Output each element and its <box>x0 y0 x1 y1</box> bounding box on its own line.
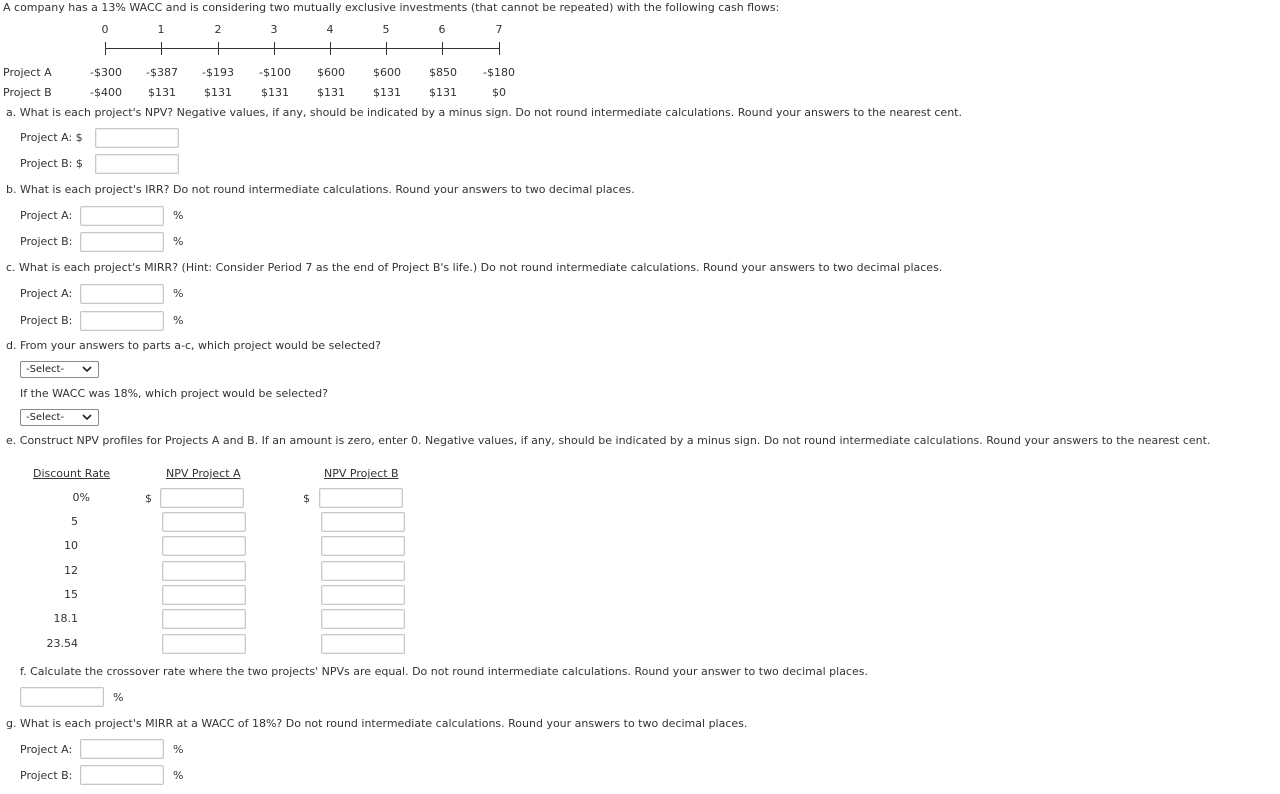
project-b-flow-1: $131 <box>148 86 176 99</box>
npv-a-rate-12-input[interactable] <box>162 561 246 581</box>
percent-sign: % <box>113 691 124 704</box>
period-label-1: 1 <box>157 23 165 36</box>
part-f-question: f. Calculate the crossover rate where the two projects' NPVs are equal. Do not round intermediate calculations. Round your answer to two decimal places. <box>20 665 868 678</box>
project-a-label: Project A <box>3 66 52 79</box>
part-a-question: a. What is each project's NPV? Negative values, if any, should be indicated by a minus sign. Do not round intermediate calculations. Round your answers to the nearest cent. <box>6 106 962 119</box>
project-a-flow-4: $600 <box>317 66 345 79</box>
col-header-npv-b: NPV Project B <box>324 467 399 480</box>
project-a-flow-7: -$180 <box>483 66 515 79</box>
part-a-label-project-a: Project A: $ <box>20 131 83 144</box>
period-label-3: 3 <box>270 23 278 36</box>
chevron-down-icon <box>82 411 92 423</box>
timeline-tick <box>218 42 219 55</box>
timeline-axis <box>105 48 499 49</box>
percent-sign: % <box>173 235 184 248</box>
part-e-question: e. Construct NPV profiles for Projects A and B. If an amount is zero, enter 0. Negative values, if any, should be indicated by a minus sign. Do not round intermediate calculations. Round your answers to the nearest cent. <box>6 434 1211 447</box>
period-label-2: 2 <box>214 23 222 36</box>
currency-sign: $ <box>145 492 152 505</box>
discount-rate-cell: 10 <box>64 539 78 552</box>
col-header-discount-rate: Discount Rate <box>33 467 111 480</box>
part-c-label-project-a: Project A: <box>20 287 73 300</box>
part-g-label-project-a: Project A: <box>20 743 73 756</box>
part-b-label-project-b: Project B: <box>20 235 73 248</box>
period-label-4: 4 <box>326 23 334 36</box>
timeline-tick <box>161 42 162 55</box>
timeline-tick <box>274 42 275 55</box>
irr-project-b-input[interactable] <box>80 232 164 252</box>
timeline-tick <box>330 42 331 55</box>
intro-text: A company has a 13% WACC and is considering two mutually exclusive investments (that cannot be repeated) with the following cash flows: <box>3 1 780 14</box>
project-select-wacc-18[interactable] <box>20 409 99 426</box>
timeline-tick <box>105 42 106 55</box>
npv-b-rate-10-input[interactable] <box>321 536 405 556</box>
timeline-tick <box>442 42 443 55</box>
npv-project-a-input[interactable] <box>95 128 179 148</box>
npv-a-rate-23-54-input[interactable] <box>162 634 246 654</box>
project-b-label: Project B <box>3 86 52 99</box>
part-d-question-2: If the WACC was 18%, which project would be selected? <box>20 387 328 400</box>
npv-b-rate-0-input[interactable] <box>319 488 403 508</box>
project-b-flow-4: $131 <box>317 86 345 99</box>
part-a-label-project-b: Project B: $ <box>20 157 83 170</box>
project-a-flow-1: -$387 <box>146 66 178 79</box>
part-c-question: c. What is each project's MIRR? (Hint: Consider Period 7 as the end of Project B's life.) Do not round intermediate calculations. Round your answers to two decimal places. <box>6 261 943 274</box>
discount-rate-cell: 15 <box>64 588 78 601</box>
part-b-label-project-a: Project A: <box>20 209 73 222</box>
select-value: -Select- <box>26 364 65 375</box>
part-g-question: g. What is each project's MIRR at a WACC of 18%? Do not round intermediate calculations. Round your answers to two decimal places. <box>6 717 748 730</box>
irr-project-a-input[interactable] <box>80 206 164 226</box>
percent-sign: % <box>173 209 184 222</box>
period-label-5: 5 <box>382 23 390 36</box>
project-b-flow-7: $0 <box>492 86 506 99</box>
project-a-flow-3: -$100 <box>259 66 291 79</box>
project-a-flow-2: -$193 <box>202 66 234 79</box>
project-b-flow-3: $131 <box>261 86 289 99</box>
part-d-question: d. From your answers to parts a-c, which project would be selected? <box>6 339 381 352</box>
project-select-wacc-13[interactable] <box>20 361 99 378</box>
timeline-tick <box>386 42 387 55</box>
select-value: -Select- <box>26 412 65 423</box>
project-b-flow-2: $131 <box>204 86 232 99</box>
npv-b-rate-18-1-input[interactable] <box>321 609 405 629</box>
npv-project-b-input[interactable] <box>95 154 179 174</box>
crossover-rate-input[interactable] <box>20 687 104 707</box>
npv-a-rate-0-input[interactable] <box>160 488 244 508</box>
discount-rate-cell: 0% <box>72 491 90 504</box>
period-label-6: 6 <box>438 23 446 36</box>
percent-sign: % <box>173 287 184 300</box>
discount-rate-cell: 12 <box>64 564 78 577</box>
npv-a-rate-5-input[interactable] <box>162 512 246 532</box>
period-label-7: 7 <box>495 23 503 36</box>
project-a-flow-5: $600 <box>373 66 401 79</box>
mirr-project-a-input[interactable] <box>80 284 164 304</box>
project-b-flow-0: -$400 <box>90 86 122 99</box>
npv-a-rate-15-input[interactable] <box>162 585 246 605</box>
percent-sign: % <box>173 314 184 327</box>
project-a-flow-6: $850 <box>429 66 457 79</box>
npv-a-rate-18-1-input[interactable] <box>162 609 246 629</box>
npv-a-rate-10-input[interactable] <box>162 536 246 556</box>
timeline-tick <box>499 42 500 55</box>
part-b-question: b. What is each project's IRR? Do not round intermediate calculations. Round your answers to two decimal places. <box>6 183 635 196</box>
col-header-npv-a: NPV Project A <box>166 467 241 480</box>
discount-rate-cell: 23.54 <box>46 637 78 650</box>
project-b-flow-6: $131 <box>429 86 457 99</box>
period-label-0: 0 <box>101 23 109 36</box>
part-c-label-project-b: Project B: <box>20 314 73 327</box>
percent-sign: % <box>173 743 184 756</box>
chevron-down-icon <box>82 363 92 375</box>
npv-b-rate-12-input[interactable] <box>321 561 405 581</box>
discount-rate-cell: 5 <box>71 515 78 528</box>
npv-b-rate-5-input[interactable] <box>321 512 405 532</box>
npv-b-rate-23-54-input[interactable] <box>321 634 405 654</box>
currency-sign: $ <box>303 492 310 505</box>
percent-sign: % <box>173 769 184 782</box>
part-g-label-project-b: Project B: <box>20 769 73 782</box>
project-b-flow-5: $131 <box>373 86 401 99</box>
npv-b-rate-15-input[interactable] <box>321 585 405 605</box>
mirr-project-b-input[interactable] <box>80 311 164 331</box>
project-a-flow-0: -$300 <box>90 66 122 79</box>
mirr-18-project-a-input[interactable] <box>80 739 164 759</box>
discount-rate-cell: 18.1 <box>53 612 78 625</box>
mirr-18-project-b-input[interactable] <box>80 765 164 785</box>
